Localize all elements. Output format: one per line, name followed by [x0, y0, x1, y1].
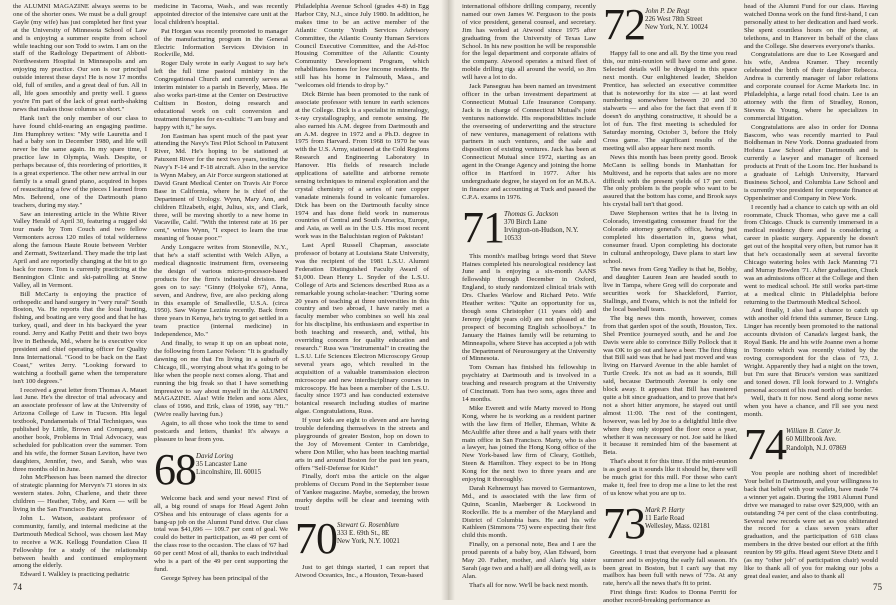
paragraph: That's all for now. We'll be back next month.	[469, 581, 589, 589]
paragraph: George Spivey has been principal of the	[161, 574, 269, 582]
class-secretary	[645, 504, 710, 532]
right-page	[448, 0, 896, 605]
paragraph: medicine in Tacoma, Wash., and was recently appointed director of the intensive care unit at the local children's hospital.	[154, 3, 288, 26]
paragraph: Jon Eastman has spent much of the past year attending the Navy's Test Pilot School in Patuxent River, Md. He's hoping to be stationed at Patuxent River for the next two years, testing the Navy's F-14 and F-18 aircraft. Also in the service is Wynn Mabey, an Air Force surgeon stationed at David Grant Medical Center on Travis Air Force Base in California, where he is chief of the Department of Urology. Wynn, Mary Ann, and children Elizabeth, eight, Julius, six, and Clark, three, will be moving shortly to a new home in Vacaville, Calif. "With the interest rate at 16 per cent," writes Wynn, "I expect to learn the true meaning of 'house poor.'"	[154, 132, 288, 243]
paragraph: I received a great letter from Thomas A. Mauet last June. He's the director of trial advocacy and an associate professor of law at the University of Arizona College of Law in Tucson. His legal textbook, Fundamentals of Trial Techniques, was published by Little, Brown and Company, and another book, Problems in Trial Advocacy, was scheduled for publication over the summer. Tom and his wife, the former Susan Leviton, have two daughters, Jennifer, two, and Sarah, who was three months old in June.	[13, 386, 147, 473]
secretary-address-line: Irvington-on-Hudson, N.Y. 10533	[504, 227, 579, 243]
secretary-address-line: New York, N.Y. 10024	[645, 24, 708, 32]
class-number: 70	[295, 514, 337, 563]
paragraph: You people are nothing short of incredible! Your belief in Dartmouth, and your willingness to back that belief with your wallets, have made '74 a winner yet again. During the 1981 Alumni Fund drive we managed to raise over $29,000, with an outstanding 74 per cent of the class contributing. Several new records were set as you obliterated the record for a class seven years after graduation, and the participation of 618 class members in the drive bested our effort at the fifth reunion by 99 gifts. Head agent Steve Dietz and I (as my "other job" of participation chair) would like to thank all of you for making our jobs a great deal easier, and also to thank all	[744, 470, 878, 580]
secretary-name: Mark P. Harty	[645, 506, 685, 514]
paragraph: Philadelphia Avenue School (grades 4-8) in Egg Harbor City, N.J., since July 1980. In addition, he makes time to be an active member of the Atlantic County Youth Services Advisory Committee, the Atlantic County Human Services Council Executive Committee, and the Ad-Hoc Housing Committee of the Atlantic County Community Development Program, which rehabilitates homes for low income residents. He still has his home in Falmouth, Mass., and "welcomes old friends to drop by."	[295, 3, 429, 90]
left-column-2	[154, 3, 288, 582]
paragraph: Last April Russell Chapman, associate professor of botany at Louisiana State University, was the recipient of the 1981 L.S.U. Alumni Federation Distinguished Faculty Award of $1,000. Dean Henry L. Snyder of the L.S.U. College of Arts and Sciences described Russ as a remarkable young scholar-teacher: "During some 20 years of teaching at three universities in this country and two abroad, I have rarely met a faculty member who combines so well his zeal for his discipline, his enthusiasm and expertise in both teaching and research, and, withal, his overriding concern for quality education and research." Russ was "instrumental" in creating the L.S.U. Life Sciences Electron Microscopy Group several years ago, which resulted in the acquisition of a valuable transmission electron microscope and new interdisciplinary courses in microscopy. He has been a member of the L.S.U. faculty since 1973 and has conducted extensive botanical research including studies of marine algae. Congratulations, Russ.	[295, 242, 429, 416]
paragraph: Hank isn't the only member of our class to have found child-rearing an engaging pastime. Jim Humphrey writes: "My wife Lauretta and I had a baby son in December 1980, and life will never be the same again. In my spare time, I practice law in Olympia, Wash. Despite, or perhaps because of, this reordering of priorities, it is a great experience. The other new arrival in our family is a small grand piano, acquired in hopes of resuscitating a few of the pieces I learned from Mrs. Behrend, one of the Dartmouth piano teachers, during my stay."	[13, 114, 147, 209]
paragraph: Finally, on a personal note, Bea and I are the proud parents of a baby boy, Alan Edward, born May 20. Father, mother, and Alan's big sister Sarah (age two and a half) are all doing well, as is Alan.	[462, 541, 596, 580]
paragraph: Mike Everett and wife Marty moved to Hong Kong, where he is working as a resident partner with the law firm of Heller, Ehrman, White & McAuliffe after three and a half years with their main office in San Francisco. Marty, who is also a lawyer, has joined the Hong Kong office of the New York-based law firm of Cleary, Gottlieb, Steen & Hamilton. They expect to be in Hong Kong for the next two to three years and are enjoying it thoroughly.	[462, 404, 596, 484]
paragraph: I recently had a chance to catch up with an old roommate, Chuck Thomas, who gave me a call from Chicago. Chuck is currently immersed in a medical residency there and is considering a career in plastic surgery. Apparently he doesn't get out of the hospital very often, but rumor has it that he's occasionally seen at several favorite Chicago watering holes with Jack Manning '71 and Murray Bowden '71. After graduation, Chuck was an admissions officer at the College and then went to medical school. He still works part-time at a medical clinic in Philadelphia before returning to the Dartmouth Medical School.	[744, 203, 878, 306]
secretary-address-line: 35 Lancaster Lane	[196, 461, 247, 469]
left-column-3	[295, 3, 429, 577]
page-number-left: 74	[13, 582, 22, 592]
paragraph: Congratulations are due to Lee Kosegard and his wife, Andrea Kramer. They recently celebrated the birth of their daughter Rebecca. Andrea is currently manager of labor relations and corporate counsel for Acme Markets Inc. in Philadelphia, a large retail food chain. Lee is an attorney with the firm of Stradley, Ronon, Stevens & Young, where he specializes in commercial litigation.	[744, 51, 878, 122]
class-secretary	[196, 450, 261, 478]
paragraph: And finally, to wrap it up on an upbeat note, the following from Lance Nelson: "It is gradually dawning on me that I'm living in a suburb of Chicago, Ill., worrying about what it's going to be like when the people next comes along. That and running the big freak so that I have something impressive to say about myself in the ALUMNI MAGAZINE. Alas! Wife Helen and sons Alex, class of 1996, and Erik, class of 1998, say "Hi." (We're really having fun.)	[154, 340, 288, 419]
paragraph: Congratulations are also in order for Donna Bascom, who was recently married to Paul Boldheman in New York. Donna graduated from Hofstra Law School after Dartmouth and is currently a lawyer and manager of licensed products at Fruit of the Loom Inc. Her husband is a graduate of Lehigh University, Harvard Business School, and Columbia Law School and is currently vice president for corporate finance at Oppenheimer and Company in New York.	[744, 123, 878, 202]
left-column-1	[13, 3, 147, 577]
paragraph: Pat Horgan was recently promoted to manager of the manufacturing program in the General Electric Information Services Division in Rockville, Md.	[154, 27, 288, 59]
secretary-name: David Loring	[196, 452, 234, 460]
class-number: 72	[603, 0, 645, 49]
paragraph: Greetings. I trust that everyone had a pleasant summer and is enjoying the early fall season. It's been great in Boston, but I can't say that my mailbox has been full with news of '73s. At any rate, here's all the news that's fit to print.	[603, 548, 737, 588]
paragraph: Andy Longacre writes from Stoneville, N.Y., that he's a staff scientist with Welch Allyn, a medical diagnostic instrument firm, overseeing the design of various micro-processor-based products for the firm's industrial division. He goes on to say: "Ginny (Holyoke 67), Anna, seven, and Andrew, five, are also pecking along in this example of Smallsville, U.S.A. (circa 1950). Saw Wayne Lezinia recently. Back from three years in Kenya, he's trying to get settled in a team practice (internal medicine) in Independence, Mo."	[154, 244, 288, 339]
secretary-address-line: 226 West 78th Street	[645, 16, 703, 24]
paragraph: Bill McCarty is enjoying the practice of orthopedic and hand surgery in "very rural" South Boston, Va. He reports that the local hunting, fishing, and boating are very good and that he has turkey, quail, and deer in his backyard the year round. Jerry and Kathy Petitt and their two boys live in Bethesda, Md., where he is executive vice president and chief operating officer for Quality Inns International. "Good to be back on the East Coast," writes Jerry. "Looking forward to watching a football game when the temperature isn't 100 degrees."	[13, 290, 147, 385]
class-heading-70	[295, 514, 429, 563]
page-number-right: 75	[873, 582, 882, 592]
class-secretary	[786, 425, 846, 453]
right-column-1	[462, 3, 596, 589]
paragraph: Dick Birnie has been promoted to the rank of associate professor with tenure in earth sciences at the College. Dick is a specialist in mineralogy, x-ray crystallography, and remote sensing. He also earned his A.M. degree from Dartmouth and an A.M. degree in 1972 and a Ph.D. degree in 1975 from Harvard. From 1968 to 1970 he was with the U.S. Army, stationed at the Cold Regions Research and Engineering Laboratory in Hanover. His fields of research include applications of satellite and airborne remote sensing techniques to mineral exploration and the crystal chemistry of a series of rare copper vanadate minerals found in volcanic fumaroles. Dick has been on the Dartmouth faculty since 1974 and has done field work in numerous countries of Central and South America, Europe, and Asia, as well as in the U.S. His most recent work was in the Baluchistan region of Pakistan!	[295, 90, 429, 241]
paragraph: Edward I. Walkley is practicing pediatric	[20, 571, 130, 579]
paragraph: If your kids are eight to eleven and are having trouble defending themselves in the streets and playgrounds of greater Boston, hop on down to the Joy of Movement Center in Cambridge, where Don Miller, who has been teaching martial arts in and around Boston for the past ten years, offers "Self-Defense for Kids!"	[295, 417, 429, 472]
paragraph: News this month has been pretty good. Brook McCann is selling bonds in Manhattan for Multivest, and he reports that sales are no more difficult with the present yields of 17 per cent. The only problem is the people who want to be assured that the bottom has come, and Brook says his crystal ball isn't that good.	[603, 153, 737, 209]
paragraph: international offshore drilling company, recently named our own James W. Ferguson to the posts of vice president, general counsel, and secretary. Jim has worked at Atwood since 1975 after graduating from the University of Texas Law School. In his new position he will be responsible for the legal department and corporate affairs of the company. Atwood operates a mixed fleet of mobile drilling rigs all around the world, so Jim will have a lot to do.	[462, 3, 596, 82]
secretary-name: John P. De Regt	[645, 8, 690, 15]
secretary-name: William B. Cater Jr.	[786, 428, 841, 436]
right-column-2	[603, 0, 737, 605]
class-number: 68	[154, 444, 196, 494]
paragraph: That's about it for this time. If the mini-reunion is as good as it sounds like it should be, there will be much grist for this mill. For those who can't make it, feel free to drop me a line to let the rest of us know what you are up to.	[603, 458, 737, 497]
class-heading-72	[603, 0, 737, 49]
secretary-name: Stewart G. Rosenblum	[337, 522, 399, 529]
paragraph: Well, that's it for now. Send along some news when you have a chance, and I'll see you next month.	[744, 395, 878, 419]
class-secretary	[337, 519, 400, 547]
secretary-address-line: 60 Millbrook Ave.	[786, 436, 837, 444]
secretary-address-line: Randolph, N.J. 07869	[786, 444, 847, 452]
class-number: 74	[744, 420, 786, 470]
paragraph: Dave Stephenson writes that he is living in Colorado, investigating consumer fraud for the Colorado attorney general's office, having just completed his dissertation in, guess what, consumer fraud. Upon completing his doctorate in cultural anthropology, Dave plans to start law school.	[603, 210, 737, 265]
paragraph: John L. Watson, assistant professor of community, family, and internal medicine at the Dartmouth Medical School, was chosen last May to receive a W.K. Kellogg Foundation Class II Fellowship for a study of the relationship between health and continued employment among the elderly.	[13, 515, 147, 570]
paragraph: the ALUMNI MAGAZINE always seems to be one of the shorter ones. We must be a dull group! Gayle (my wife) has just completed her first year at the University of Minnesota School of Law and is enjoying a summer respite from school while teaching our son Todd to swim. I am on the staff of the Radiology Department of Abbott-Northwestern Hospital in Minneapolis and am enjoying my practice. Our son is our principal outside interest these days! He is now 17 months old, full of smiles, and a great deal of fun. All in all, life goes smoothly and pretty well. I guess you're I'm part of the lack of great earth-shaking news that makes those columns so short."	[13, 3, 147, 113]
paragraph: Saw an interesting article in the White River Valley Herald of April 30, featuring a rugged ski tour made by Tom Couch and two fellow Vermonters across 120 miles of total wilderness along the famous Haute Route between Verbier and Zermatt, Switzerland. They made the trip last April and are reportedly changing at the bit to go back for more. Tom is currently practicing at the Bennington Clinic and ski-patrolling at Snow Valley, all in Vermont.	[13, 210, 147, 289]
class-heading-74	[744, 420, 878, 470]
paragraph: Jack Pansegrau has been named an investment officer in the urban investment department at Connecticut Mutual Life Insurance Company. Jack is in charge of Connecticut Mutual's joint ventures nationwide. His responsibilities include the overseeing of underwriting and the structure of new ventures, management of relations with partners in such ventures, and the sale and disposition of existing ventures. Jack has been at Connecticut Mutual since 1972, starting as an agent in the Orange Agency and joining the home office in Hartford in 1977. After his undergraduate degree, he stayed on for an M.B.A. in finance and accounting at Tuck and passed the C.P.A. exams in 1976.	[462, 83, 596, 201]
secretary-address-line: 333 E. 69th St., 8E	[337, 530, 390, 538]
secretary-address-line: New York, N.Y. 10021	[337, 538, 400, 546]
right-column-3	[744, 3, 878, 580]
paragraph: And finally, I also had a chance to catch up with another old friend this summer, Bruce Ling. Linger has recently been promoted to the national accounts division of Canada's largest bank, the Royal Bank. He and his wife Joanne own a home in Toronto which was recently visited by the roving correspondent for the class of '73, J. Wright. Apparently they had a night on the town, but I'm sure that Bruce's version was sanitized and toned down. I'll look forward to J. Wright's personal account of his road north of the border.	[744, 307, 878, 394]
class-secretary	[504, 208, 596, 244]
paragraph: Welcome back and send your news! First of all, a big round of snaps for Head Agent John O'Shea and his entourage of class agents for a bang-up job on the Alumni Fund drive. Our class total was $41,696 — 109.7 per cent of goal. We could do better in participation, as 49 per cent of the class rose to the occasion. The class of '67 had 60 per cent! Most of all, thanks to each individual who is a part of the 49 per cent supporting the fund.	[154, 494, 288, 573]
secretary-address-line: 11 Earle Road	[645, 514, 685, 522]
class-number: 71	[462, 202, 504, 252]
paragraph: The big news this month, however, comes from that garden spot of the south, Houston, Tex. Shel Prentice journeyed south, and he and Joe Davis were able to convince Billy Pollock that it was OK to go out and have a beer. The first thing that Bill said was that he had just moved and was living on Harvard Avenue in the able hamlet of Turtle Creek. It's not as bad as it sounds, Bill said, because Dartmouth Avenue is only one block away. It appears that Bill has mastered quite a bit since graduation, and to prove that he's not a short hitter anymore, he stayed out until almost 11:00. The rest of the contingent, however, was led by Joe to a delightful little dive where they only stopped the floor once a year, whether it was necessary or not. Joe said he liked it because it reminded him of the basement at Beta.	[603, 314, 737, 457]
paragraph: Darah Kehnemuyi has moved to Germantown, Md., and is associated with the law firm of Quinn, Scanlin, Maeberger & Lockwood in Rockville. He is a member of the Maryland and District of Columbia bars. He and his wife Kathleen (Simmons '75) were expecting their first child this month.	[462, 484, 596, 540]
class-number: 73	[603, 498, 645, 548]
paragraph: Happy fall to one and all. By the time you read this, our mini-reunion will have come and gone. Selected details will be divulged in this space next month. Our enlightened leader, Sheldon Prentice, has selected an executive committee that is noteworthy for its size — at last word numbering somewhere between 20 and 30 stalwarts — and also for the fact that even if it doesn't do anything constructive, it should be a lot of fun. The first meeting is scheduled for Saturday morning, October 3, before the Holy Cross game. The significant results of the meeting will also appear here next month.	[603, 50, 737, 152]
paragraph: First things first: Kudos to Donna Ferriti for another record-breaking performance as	[603, 589, 737, 605]
paragraph: This month's mailbag brings word that Steve Haines completed his neurological residency last June and is enjoying a six-month AANS fellowship through December in Oxford, England, to study randomized clinical trials with Drs. Charles Warlow and Richard Peto. Wife Heather writes: "Quite an opportunity for us, though sons Christopher (11 years old) and Jeremy (eight years old) are not pleased at the prospect of becoming English schoolboys." In January the Haines family will be returning to Minneapolis, where Steve has accepted a job with the Department of Neurosurgery at the University of Minnesota.	[462, 252, 596, 363]
paragraph: Finally, don't miss the article on the algae problems of Occum Pond in the September issue of Yankee magazine. Maybe, someday, the brown murky depths will be clear and teeming with trout!	[295, 473, 429, 513]
class-secretary	[645, 5, 708, 33]
paragraph: Roger Daly wrote in early August to say he's left the full time pastoral ministry in the Congregational Church and currently serves as interim minister to a parish in Beverly, Mass. He also works part-time at the Center on Destructive Cultism in Boston, doing research and educational work on cult conversion and treatment therapies for ex-cultists: "I am busy and happy with it," he says.	[154, 60, 288, 131]
paragraph: Tom Osman has finished his fellowship in psychiatry at Dartmouth and is involved in a teaching and research program at the University of Cincinnati. Tom has two sons, ages three and 14 months.	[462, 364, 596, 403]
secretary-address-line: Wellesley, Mass. 02181	[645, 523, 711, 531]
class-heading-68	[154, 444, 288, 494]
page-gutter	[441, 0, 455, 600]
paragraph: John McPheeson has been named the director of strategic planning for Mervyn's 71 stores in six western states. John, Charlene, and their three children — Heather, Toby, and Kern — will be living in the San Francisco Bay area.	[13, 474, 147, 514]
paragraph: The news from Greg Yadley is that he, Bobby, and daughter Lauren Jean are headed south to live in Tampa, where Greg will do corporate and securities work for Shackleford, Farrior, Stallings, and Evans, which is not the infield for the local baseball team.	[603, 266, 737, 313]
secretary-name: Thomas G. Jackson	[504, 210, 559, 218]
paragraph: Again, to all those who took the time to send postcards and letters, thanks! It's always a pleasure to hear from you.	[154, 420, 288, 443]
secretary-address-line: Lincolnshire, Ill. 60015	[196, 469, 262, 477]
class-heading-73	[603, 498, 737, 548]
class-heading-71	[462, 202, 596, 252]
secretary-address-line: 370 Birch Lane	[504, 218, 547, 226]
paragraph: Just to get things started, I can report that Atwood Oceanics, Inc., a Houston, Texas-based	[295, 564, 429, 579]
paragraph: head of the Alumni Fund for our class. Having watched Donna work on the fund first-hand, I can personally attest to her dedication and hard work. She spent countless hours on the phone, at telethons, and in Hanover in behalf of the class and the College. She deserves everyone's thanks.	[744, 3, 878, 50]
left-page	[0, 0, 448, 600]
